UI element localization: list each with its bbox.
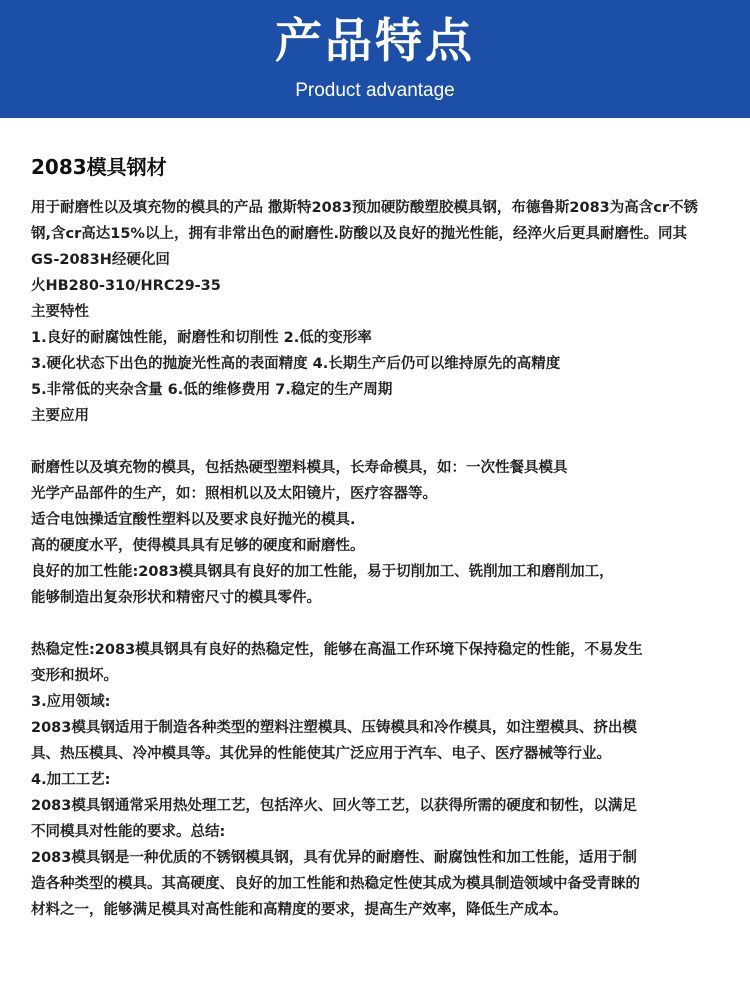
text-line: 2083模具钢是一种优质的不锈钢模具钢，具有优异的耐磨性、耐腐蚀性和加工性能，适用于制 <box>31 850 637 866</box>
banner-title: 产品特点 <box>275 14 475 69</box>
text-line: 光学产品部件的生产，如：照相机以及太阳镜片，医疗容器等。 <box>31 486 437 502</box>
banner-subtitle: Product advantage <box>295 80 455 101</box>
text-line: 2083模具钢通常采用热处理工艺，包括淬火、回火等工艺，以获得所需的硬度和韧性，以满足 <box>31 798 637 814</box>
text-line: 造各种类型的模具。其高硬度、良好的加工性能和热稳定性使其成为模具制造领域中备受青睐的 <box>31 876 640 892</box>
text-line: 3.硬化状态下出色的抛旋光性高的表面精度 4.长期生产后仍可以维持原先的高精度 <box>31 356 561 372</box>
text-line: 4.加工工艺: <box>31 772 111 788</box>
text-line: 良好的加工性能:2083模具钢具有良好的加工性能，易于切削加工、铣削加工和磨削加工， <box>31 564 614 580</box>
blank-line <box>31 611 721 637</box>
text-line: 3.应用领域: <box>31 694 111 710</box>
text-line: 5.非常低的夹杂含量 6.低的维修费用 7.稳定的生产周期 <box>31 382 393 398</box>
header-banner <box>0 0 750 118</box>
text-line: 耐磨性以及填充物的模具，包括热硬型塑料模具，长寿命模具，如：一次性餐具模具 <box>31 460 568 476</box>
text-line: 火HB280-310/HRC29-35 <box>31 278 221 294</box>
article-body <box>31 153 721 923</box>
text-line: 高的硬度水平，使得模具具有足够的硬度和耐磨性。 <box>31 538 365 554</box>
text-line: 主要特性 <box>31 304 89 320</box>
text-line: 用于耐磨性以及填充物的模具的产品 撒斯特2083预加硬防酸塑胶模具钢，布德鲁斯2083为高含cr不锈 <box>31 200 699 216</box>
text-line: 热稳定性:2083模具钢具有良好的热稳定性，能够在高温工作环境下保持稳定的性能，不易发生 <box>31 642 643 658</box>
text-line: 材料之一，能够满足模具对高性能和高精度的要求，提高生产效率，降低生产成本。 <box>31 902 568 918</box>
text-line: 能够制造出复杂形状和精密尺寸的模具零件。 <box>31 590 321 606</box>
text-line: 具、热压模具、冷冲模具等。其优异的性能使其广泛应用于汽车、电子、医疗器械等行业。 <box>31 746 611 762</box>
text-line: 主要应用 <box>31 408 89 424</box>
text-line: 适合电蚀操适宜酸性塑料以及要求良好抛光的模具. <box>31 512 356 528</box>
text-line: 变形和损坏。 <box>31 668 118 684</box>
text-line: 2083模具钢适用于制造各种类型的塑料注塑模具、压铸模具和冷作模具，如注塑模具、挤出模 <box>31 720 637 736</box>
text-line: 1.良好的耐腐蚀性能，耐磨性和切削性 2.低的变形率 <box>31 330 372 346</box>
article-heading: 2083模具钢材 <box>31 155 167 179</box>
text-line: GS-2083H经硬化回 <box>31 252 170 268</box>
text-line: 钢,含cr高达15%以上，拥有非常出色的耐磨性.防酸以及良好的抛光性能，经淬火后更具耐磨性。同其 <box>31 226 687 242</box>
text-line: 不同模具对性能的要求。总结: <box>31 824 226 840</box>
article-text <box>31 195 721 923</box>
blank-line <box>31 429 721 455</box>
